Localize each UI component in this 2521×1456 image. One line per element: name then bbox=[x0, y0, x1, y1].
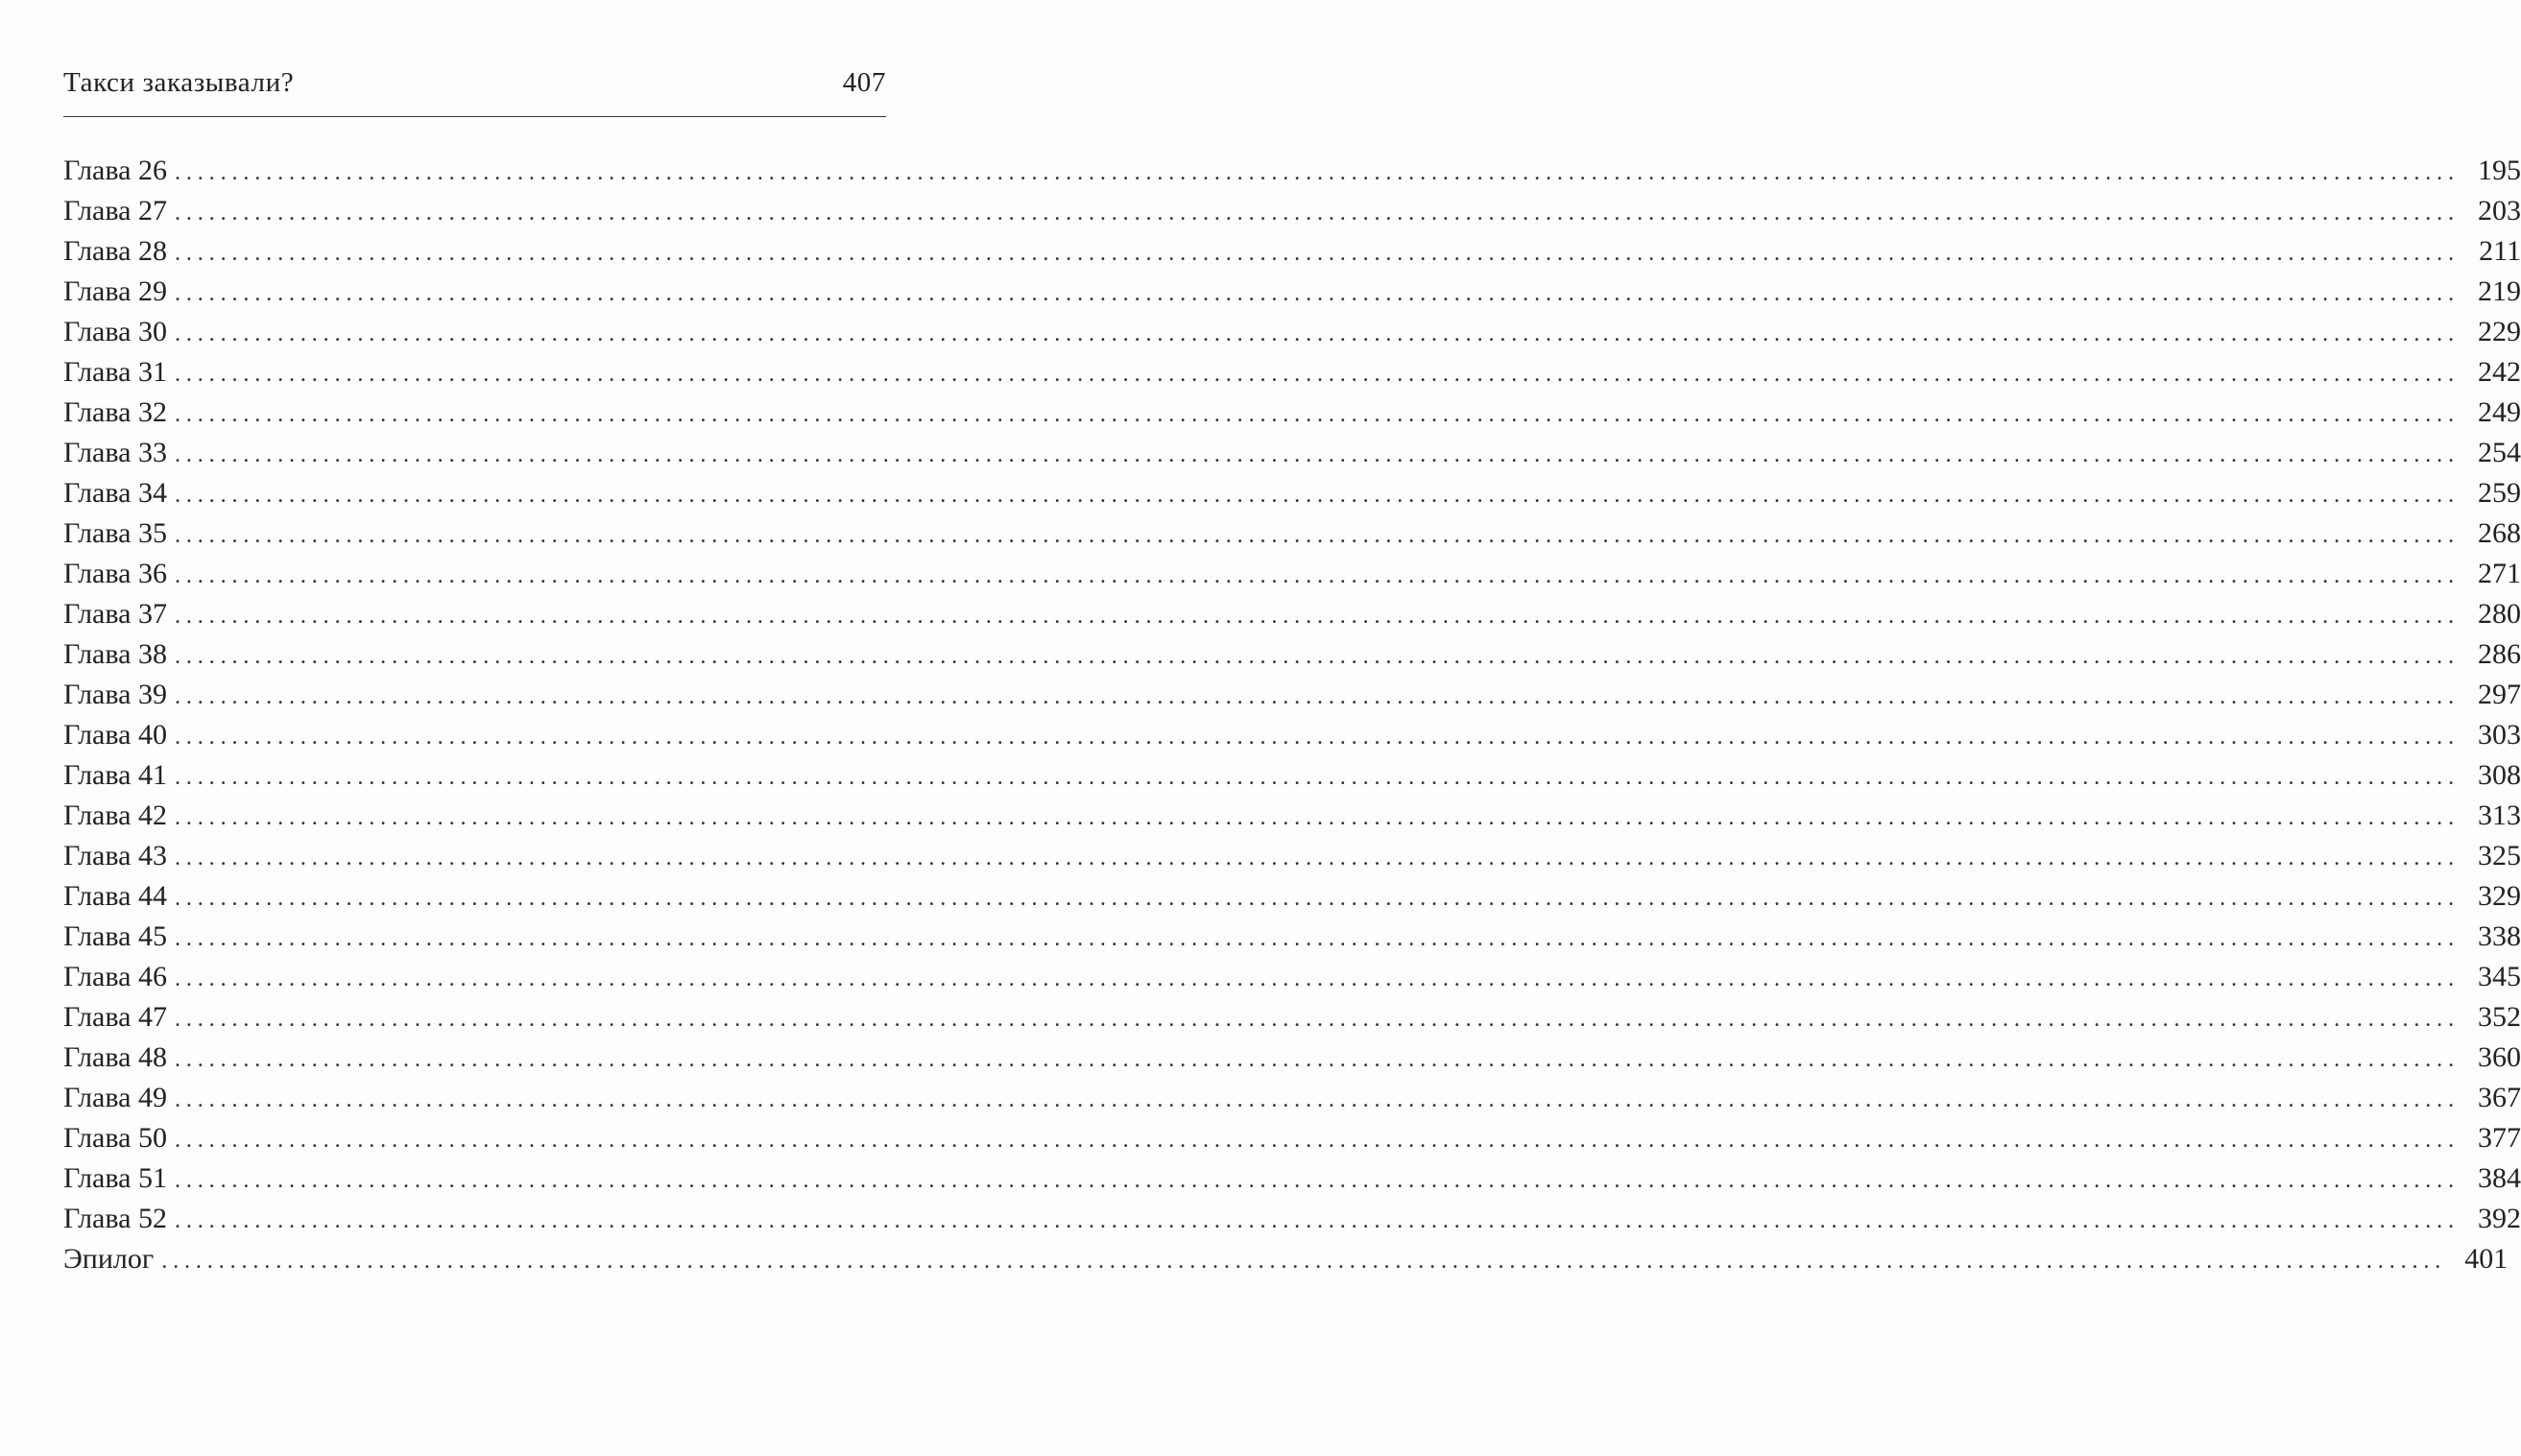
toc-entry-title: Глава 49 bbox=[63, 1082, 167, 1113]
toc-entry-title: Глава 30 bbox=[63, 316, 167, 347]
toc-entry bbox=[63, 151, 2521, 191]
toc-entry-title: Глава 50 bbox=[63, 1122, 167, 1154]
dot-leader: ........................................................................................................................................................................................................ bbox=[174, 442, 2460, 467]
toc-entry-page: 211 bbox=[2479, 235, 2521, 267]
toc-entry-title: Глава 33 bbox=[63, 437, 167, 468]
dot-leader: ........................................................................................................................................................................................................ bbox=[174, 563, 2460, 588]
toc-entry bbox=[63, 796, 2521, 836]
running-header bbox=[63, 67, 886, 106]
toc-entry-page: 195 bbox=[2477, 155, 2521, 186]
toc-entry bbox=[63, 272, 2521, 312]
toc-entry-title: Глава 26 bbox=[63, 155, 167, 186]
toc-entry-page: 313 bbox=[2477, 800, 2521, 831]
toc-entry-page: 338 bbox=[2477, 920, 2521, 952]
toc-entry bbox=[63, 231, 2521, 272]
toc-entry-title: Глава 48 bbox=[63, 1041, 167, 1073]
dot-leader: ........................................................................................................................................................................................................ bbox=[174, 604, 2460, 629]
toc-entry-title: Глава 28 bbox=[63, 235, 167, 267]
toc-entry-page: 352 bbox=[2477, 1001, 2521, 1033]
toc-entry-page: 325 bbox=[2477, 840, 2521, 871]
toc-entry-title: Глава 32 bbox=[63, 396, 167, 428]
toc-entry-page: 203 bbox=[2477, 195, 2521, 227]
toc-entry-title: Глава 41 bbox=[63, 759, 167, 791]
toc-entry-title: Глава 45 bbox=[63, 920, 167, 952]
dot-leader: ........................................................................................................................................................................................................ bbox=[174, 322, 2460, 346]
toc-entry bbox=[63, 1078, 2521, 1118]
dot-leader: ........................................................................................................................................................................................................ bbox=[161, 1249, 2447, 1274]
dot-leader: ........................................................................................................................................................................................................ bbox=[174, 402, 2460, 427]
dot-leader: ........................................................................................................................................................................................................ bbox=[174, 846, 2460, 871]
toc-entry bbox=[63, 191, 2521, 231]
toc-entry-title: Глава 39 bbox=[63, 679, 167, 710]
dot-leader: ........................................................................................................................................................................................................ bbox=[174, 160, 2460, 185]
toc-entry-page: 271 bbox=[2477, 558, 2521, 589]
dot-leader: ........................................................................................................................................................................................................ bbox=[174, 523, 2460, 548]
running-title: Такси заказывали? bbox=[63, 67, 295, 98]
page-number: 407 bbox=[842, 67, 886, 98]
header-rule bbox=[63, 116, 886, 117]
toc-entry-title: Глава 52 bbox=[63, 1203, 167, 1234]
toc-entry bbox=[63, 1158, 2521, 1199]
toc-entry bbox=[63, 352, 2521, 393]
toc-entry bbox=[63, 393, 2521, 433]
table-of-contents bbox=[63, 151, 2521, 1279]
toc-entry-page: 303 bbox=[2477, 719, 2521, 751]
toc-entry-title: Глава 42 bbox=[63, 800, 167, 831]
toc-entry-title: Глава 43 bbox=[63, 840, 167, 871]
toc-entry bbox=[63, 997, 2521, 1038]
toc-entry-title: Глава 40 bbox=[63, 719, 167, 751]
toc-entry-page: 377 bbox=[2477, 1122, 2521, 1154]
dot-leader: ........................................................................................................................................................................................................ bbox=[174, 1208, 2460, 1233]
toc-entry-page: 280 bbox=[2477, 598, 2521, 630]
dot-leader: ........................................................................................................................................................................................................ bbox=[174, 241, 2460, 266]
toc-entry bbox=[63, 755, 2521, 796]
toc-entry-title: Эпилог bbox=[63, 1243, 155, 1275]
toc-entry-page: 329 bbox=[2477, 880, 2521, 912]
dot-leader: ........................................................................................................................................................................................................ bbox=[174, 1047, 2460, 1072]
toc-entry-page: 254 bbox=[2477, 437, 2521, 468]
toc-entry bbox=[63, 554, 2521, 594]
toc-entry-title: Глава 29 bbox=[63, 275, 167, 307]
toc-entry bbox=[63, 876, 2521, 917]
toc-entry-title: Глава 27 bbox=[63, 195, 167, 227]
toc-entry-page: 345 bbox=[2477, 961, 2521, 992]
dot-leader: ........................................................................................................................................................................................................ bbox=[174, 765, 2460, 790]
toc-entry bbox=[63, 1118, 2521, 1158]
toc-entry-title: Глава 38 bbox=[63, 638, 167, 670]
dot-leader: ........................................................................................................................................................................................................ bbox=[174, 1168, 2460, 1193]
toc-entry bbox=[63, 1038, 2521, 1078]
toc-entry bbox=[63, 433, 2521, 473]
dot-leader: ........................................................................................................................................................................................................ bbox=[174, 886, 2460, 911]
toc-entry-title: Глава 34 bbox=[63, 477, 167, 509]
toc-entry bbox=[63, 473, 2521, 513]
dot-leader: ........................................................................................................................................................................................................ bbox=[174, 1087, 2460, 1112]
toc-entry bbox=[63, 312, 2521, 352]
dot-leader: ........................................................................................................................................................................................................ bbox=[174, 483, 2460, 508]
toc-entry-page: 219 bbox=[2477, 275, 2521, 307]
toc-entry bbox=[63, 594, 2521, 634]
toc-entry-page: 242 bbox=[2477, 356, 2521, 388]
toc-entry-title: Глава 37 bbox=[63, 598, 167, 630]
dot-leader: ........................................................................................................................................................................................................ bbox=[174, 725, 2460, 750]
toc-entry-page: 229 bbox=[2477, 316, 2521, 347]
toc-entry-title: Глава 31 bbox=[63, 356, 167, 388]
toc-entry-page: 259 bbox=[2477, 477, 2521, 509]
toc-entry bbox=[63, 957, 2521, 997]
toc-entry-title: Глава 46 bbox=[63, 961, 167, 992]
toc-entry-page: 286 bbox=[2477, 638, 2521, 670]
toc-entry bbox=[63, 513, 2521, 554]
toc-entry-page: 384 bbox=[2477, 1162, 2521, 1194]
dot-leader: ........................................................................................................................................................................................................ bbox=[174, 684, 2460, 709]
toc-entry bbox=[63, 634, 2521, 675]
toc-entry-page: 249 bbox=[2477, 396, 2521, 428]
toc-entry-page: 367 bbox=[2477, 1082, 2521, 1113]
toc-entry bbox=[63, 715, 2521, 755]
dot-leader: ........................................................................................................................................................................................................ bbox=[174, 805, 2460, 830]
toc-entry-page: 360 bbox=[2477, 1041, 2521, 1073]
toc-entry-title: Глава 35 bbox=[63, 517, 167, 549]
toc-entry-page: 401 bbox=[2464, 1243, 2509, 1275]
toc-entry bbox=[63, 675, 2521, 715]
dot-leader: ........................................................................................................................................................................................................ bbox=[174, 362, 2460, 387]
dot-leader: ........................................................................................................................................................................................................ bbox=[174, 201, 2460, 226]
dot-leader: ........................................................................................................................................................................................................ bbox=[174, 926, 2460, 951]
toc-entry-title: Глава 44 bbox=[63, 880, 167, 912]
dot-leader: ........................................................................................................................................................................................................ bbox=[174, 281, 2460, 306]
toc-entry-page: 308 bbox=[2477, 759, 2521, 791]
toc-entry bbox=[63, 1239, 2509, 1279]
dot-leader: ........................................................................................................................................................................................................ bbox=[174, 644, 2460, 669]
dot-leader: ........................................................................................................................................................................................................ bbox=[174, 1007, 2460, 1032]
toc-entry-title: Глава 47 bbox=[63, 1001, 167, 1033]
toc-entry bbox=[63, 836, 2521, 876]
toc-entry-page: 392 bbox=[2477, 1203, 2521, 1234]
dot-leader: ........................................................................................................................................................................................................ bbox=[174, 1128, 2460, 1153]
toc-entry-page: 297 bbox=[2477, 679, 2521, 710]
toc-entry-title: Глава 51 bbox=[63, 1162, 167, 1194]
toc-entry bbox=[63, 917, 2521, 957]
toc-entry-page: 268 bbox=[2477, 517, 2521, 549]
toc-entry-title: Глава 36 bbox=[63, 558, 167, 589]
dot-leader: ........................................................................................................................................................................................................ bbox=[174, 967, 2460, 991]
toc-entry bbox=[63, 1199, 2521, 1239]
